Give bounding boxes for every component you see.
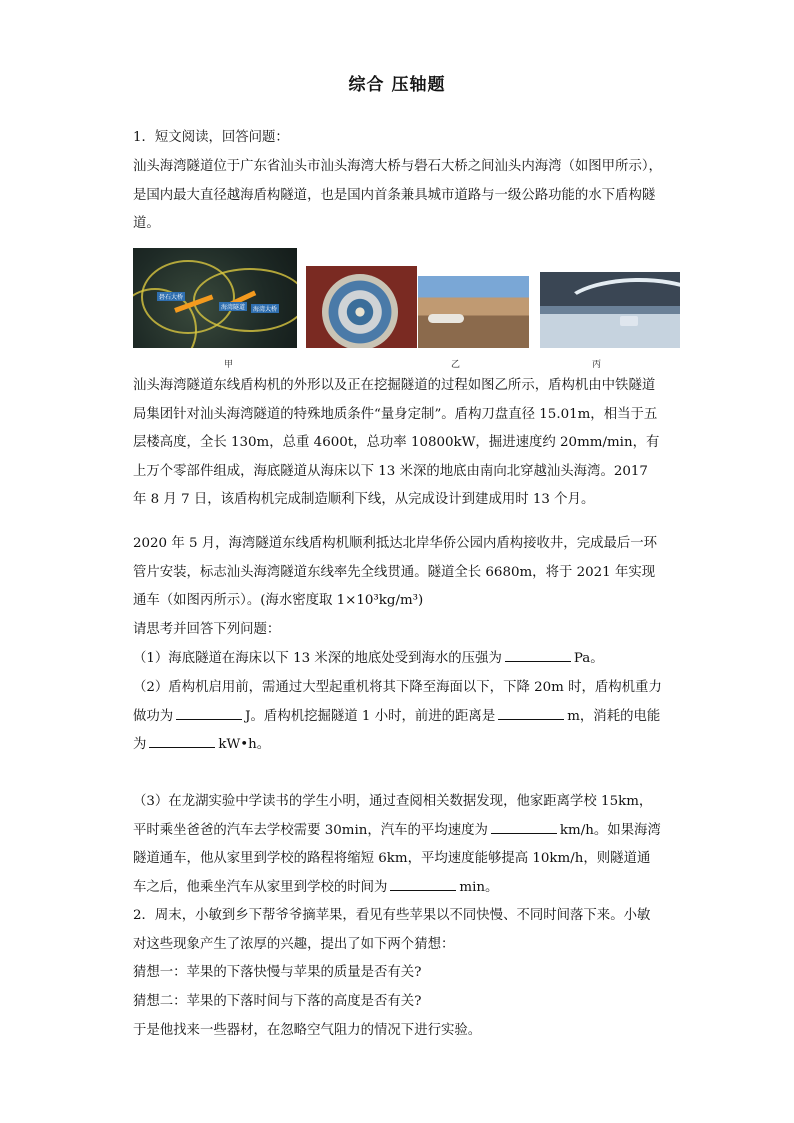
answer-blank-2[interactable] — [176, 705, 242, 720]
q1-paragraph-3: 2020 年 5 月，海湾隧道东线盾构机顺利抵达北岸华侨公园内盾构接收井，完成最后一环管片安装，标志汕头海湾隧道东线率先全线贯通。隧道全长 6680m，将于 2021 年实现通车（如图丙所示）。(海水密度取 1×10³kg/m³) — [133, 536, 658, 608]
map-label-queshi-bridge: 礐石大桥 — [159, 294, 184, 301]
caption-jia: 甲 — [224, 360, 234, 370]
q1-paragraph-2: 汕头海湾隧道东线盾构机的外形以及正在挖掘隧道的过程如图乙所示，盾构机由中铁隧道局集团针对汕头海湾隧道的特殊地质条件“量身定制”。盾构刀盘直径 15.01m，相当于五层楼高度，全长 130m，总重 4600t，总功率 10800kW，掘进速度约 20mm/min，有上万个零部件组成，海底隧道从海床以下 13 米深的地底由南向北穿越汕头海湾。2017 年 8 月 7 日，该盾构机完成制造顺利下线，从完成设计到建成用时 13 个月。 — [133, 378, 660, 507]
caption-yi: 乙 — [451, 360, 461, 370]
q1-subquestion-1: （1）海底隧道在海床以下 13 米深的地底处受到海水的压强为 Pa。 — [133, 645, 663, 674]
q2-paragraph-1: 2．周末，小敏到乡下帮爷爷摘苹果，看见有些苹果以不同快慢、不同时间落下来。小敏对这些现象产生了浓厚的兴趣，提出了如下两个猜想： — [133, 908, 651, 952]
figure-tunnel-image — [540, 272, 680, 348]
figure-tbm-site-image — [418, 276, 529, 348]
q1-intro: 1．短文阅读，回答问题： — [133, 130, 289, 145]
cutterhead-disc — [322, 274, 398, 348]
q2-guess-1: 猜想一：苹果的下落快慢与苹果的质量是否有关? — [133, 965, 422, 980]
tunnel-car — [620, 316, 638, 326]
answer-blank-5[interactable] — [491, 819, 557, 834]
q1-subquestion-2: （2）盾构机启用前，需通过大型起重机将其下降至海面以下，下降 20m 时，盾构机重力做功为 J。盾构机挖掘隧道 1 小时，前进的距离是 m，消耗的电能为 kW•h。 — [133, 680, 662, 752]
figure-tbm-cutterhead-image — [306, 266, 417, 348]
map-label-tunnel: 海湾隧道 — [221, 304, 246, 311]
tbm-pipe — [428, 314, 464, 323]
q1-prompt: 请思考并回答下列问题： — [133, 622, 281, 637]
q2-paragraph-2: 于是他找来一些器材，在忽略空气阻力的情况下进行实验。 — [133, 1023, 482, 1038]
q1-subquestion-3: （3）在龙湖实验中学读书的学生小明，通过查阅相关数据发现，他家距离学校 15km，平时乘坐爸爸的汽车去学校需要 30min，汽车的平均速度为 km/h。如果海湾隧道通车，他从家里到学校的路程将缩短 6km，平均速度能够提高 10km/h，则隧道通车之后，他乘坐汽车从家里到学校的时间为 min。 — [133, 794, 661, 895]
map-label-bay-bridge: 海湾大桥 — [253, 306, 278, 313]
figure-map-image — [133, 248, 297, 348]
answer-blank-6[interactable] — [390, 876, 456, 891]
tunnel-arc — [560, 278, 680, 344]
answer-blank-3[interactable] — [498, 705, 564, 720]
answer-blank-4[interactable] — [149, 733, 215, 748]
page-title: 综合 压轴题 — [348, 75, 446, 95]
q1-paragraph-1: 汕头海湾隧道位于广东省汕头市汕头海湾大桥与礐石大桥之间汕头内海湾（如图甲所示），是国内最大直径越海盾构隧道，也是国内首条兼具城市道路与一级公路功能的水下盾构隧道。 — [133, 159, 662, 231]
q2-guess-2: 猜想二：苹果的下落时间与下落的高度是否有关? — [133, 994, 422, 1009]
answer-blank-1[interactable] — [505, 647, 571, 662]
caption-bing: 丙 — [592, 360, 602, 370]
